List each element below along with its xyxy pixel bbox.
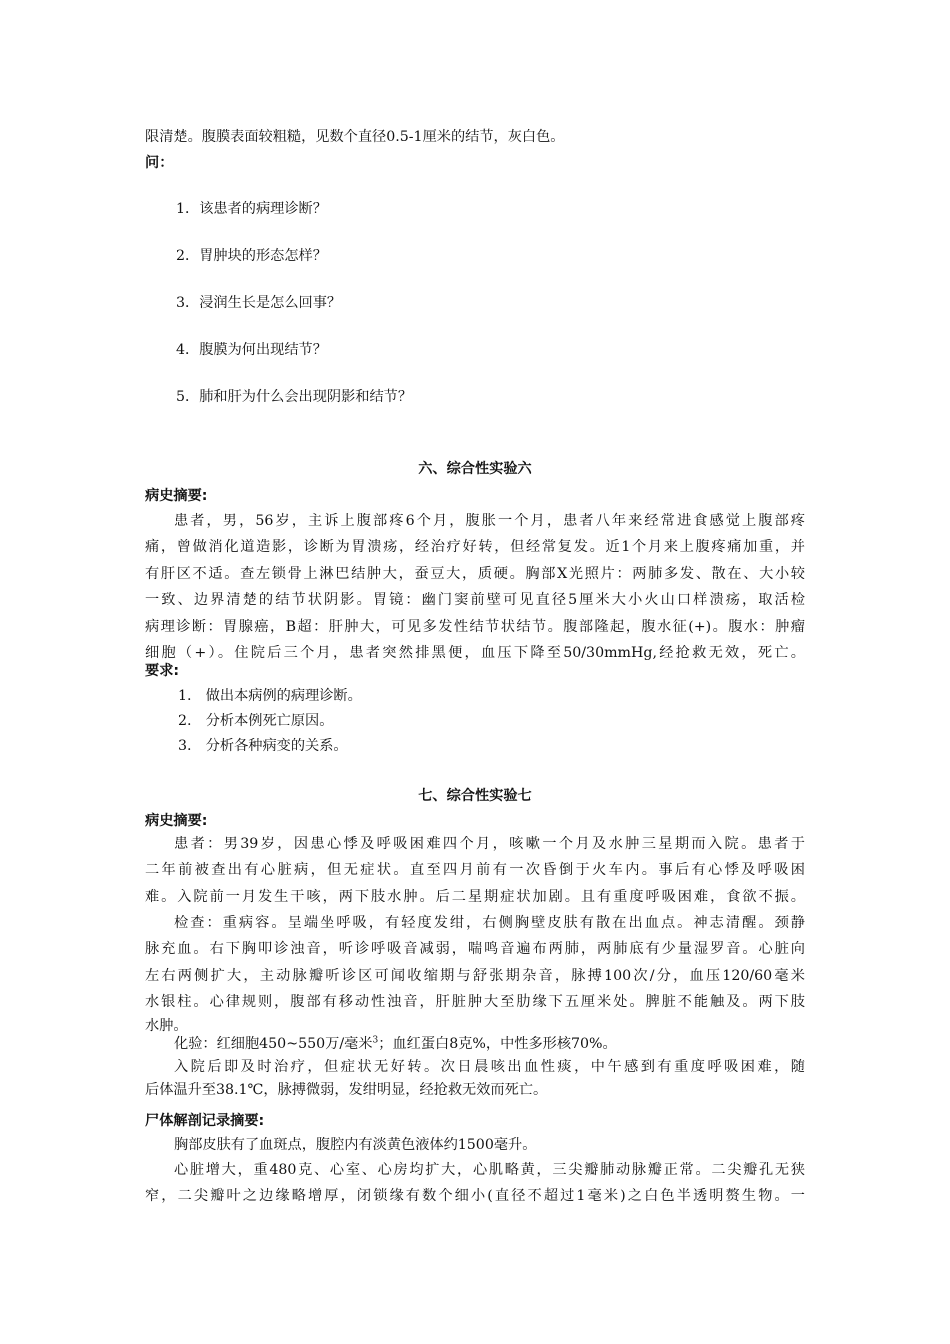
case7-lab-results [174,1034,617,1054]
continuation-text: 限清楚。腹膜表面较粗糙，见数个直径0.5-1厘米的结节，灰白色。 [145,129,565,145]
lab-text: 化验：红细胞450~550万/毫米 [174,1036,373,1052]
text-line: 难。入院前一月发生干咳，两下肢水肿。后二星期症状加剧。且有重度呼吸困难，食欲不振。 [145,888,805,905]
case6-requirements-label: 要求: [145,663,180,679]
text-line: 检查：重病容。呈端坐呼吸，有轻度发绀，右侧胸壁皮肤有散在出血点。神志清醒。颈静 [174,915,805,931]
requirement-item: 2. 分析本例死亡原因。 [178,713,334,729]
text-line: 二年前被查出有心脏病，但无症状。直至四月前有一次昏倒于火车内。事后有心悸及呼吸困 [145,862,805,879]
case6-history-paragraph [145,508,805,666]
case7-autopsy-paragraph [145,1157,805,1210]
text-line: 细胞（+）。住院后三个月，患者突然排黑便，血压下降至50/30mmHg,经抢救无效，死亡。 [145,644,805,661]
case7-history-paragraph-1 [145,831,805,910]
question-item: 5．肺和肝为什么会出现阴影和结节？ [176,389,413,405]
question-item: 2．胃肿块的形态怎样？ [176,248,327,264]
question-label: 问： [145,155,174,171]
question-item: 4．腹膜为何出现结节？ [176,342,327,358]
text-line: 患者，男，56岁，主诉上腹部疼6个月，腹胀一个月，患者八年来经常进食感觉上腹部疼 [174,513,805,529]
question-item: 3．浸润生长是怎么回事？ [176,295,342,311]
text-line: 痛，曾做消化道造影，诊断为胃溃疡，经治疗好转，但经常复发。近1个月来上腹疼痛加重，并 [145,539,805,556]
requirement-item: 3. 分析各种病变的关系。 [178,738,348,754]
case7-title: 七、综合性实验七 [418,788,532,804]
case7-exam-paragraph [145,910,805,1042]
text-line: 心脏增大，重480克、心室、心房均扩大，心肌略黄，三尖瓣肺动脉瓣正常。二尖瓣孔无狭 [174,1162,805,1178]
text-line: 水银柱。心律规则，腹部有移动性浊音，肝脏肿大至肋缘下五厘米处。脾脏不能触及。两下肢 [145,994,805,1011]
autopsy-text: 胸部皮肤有了血斑点，腹腔内有淡黄色液体约1500毫升。 [174,1137,537,1153]
text-line: 一致、边界清楚的结节状阴影。胃镜：幽门窦前壁可见直径5厘米大小火山口样溃疡，取活检 [145,592,805,609]
text-line: 左右两侧扩大，主动脉瓣听诊区可闻收缩期与舒张期杂音，脉搏100次/分，血压120/60毫米 [145,967,805,984]
text-line: 窄，二尖瓣叶之边缘略增厚，闭锁缘有数个细小(直径不超过1毫米)之白色半透明赘生物。一 [145,1188,805,1205]
text-line: 患者：男39岁，因患心悸及呼吸困难四个月，咳嗽一个月及水肿三星期而入院。患者于 [174,836,805,852]
case7-autopsy-label: 尸体解剖记录摘要: [145,1113,265,1129]
text-line: 病理诊断：胃腺癌，B超：肝肿大，可见多发性结节状结节。腹部隆起，腹水征(+)。腹水：肿瘤 [145,618,805,635]
requirement-item: 1. 做出本病例的病理诊断。 [178,688,362,704]
text-line: 水肿。 [145,1017,188,1034]
case6-title: 六、综合性实验六 [418,461,532,477]
case7-course-paragraph [145,1054,805,1107]
text-line: 后体温升至38.1℃，脉搏微弱，发绀明显，经抢救无效而死亡。 [145,1082,548,1099]
text-line: 脉充血。右下胸叩诊浊音，听诊呼吸音减弱，喘鸣音遍布两肺，两肺底有少量湿罗音。心脏向 [145,941,805,958]
case7-history-label: 病史摘要: [145,813,208,829]
case6-history-label: 病史摘要: [145,488,208,504]
lab-text-rest: ；血红蛋白8克%，中性多形核70%。 [378,1036,617,1052]
text-line: 有肝区不适。查左锁骨上淋巴结肿大，蚕豆大，质硬。胸部X光照片：两肺多发、散在、大小较 [145,565,805,582]
question-item: 1．该患者的病理诊断？ [176,201,327,217]
superscript: 3 [372,1035,379,1046]
text-line: 入院后即及时治疗，但症状无好转。次日晨咳出血性痰，中午感到有重度呼吸困难，随 [174,1059,805,1075]
